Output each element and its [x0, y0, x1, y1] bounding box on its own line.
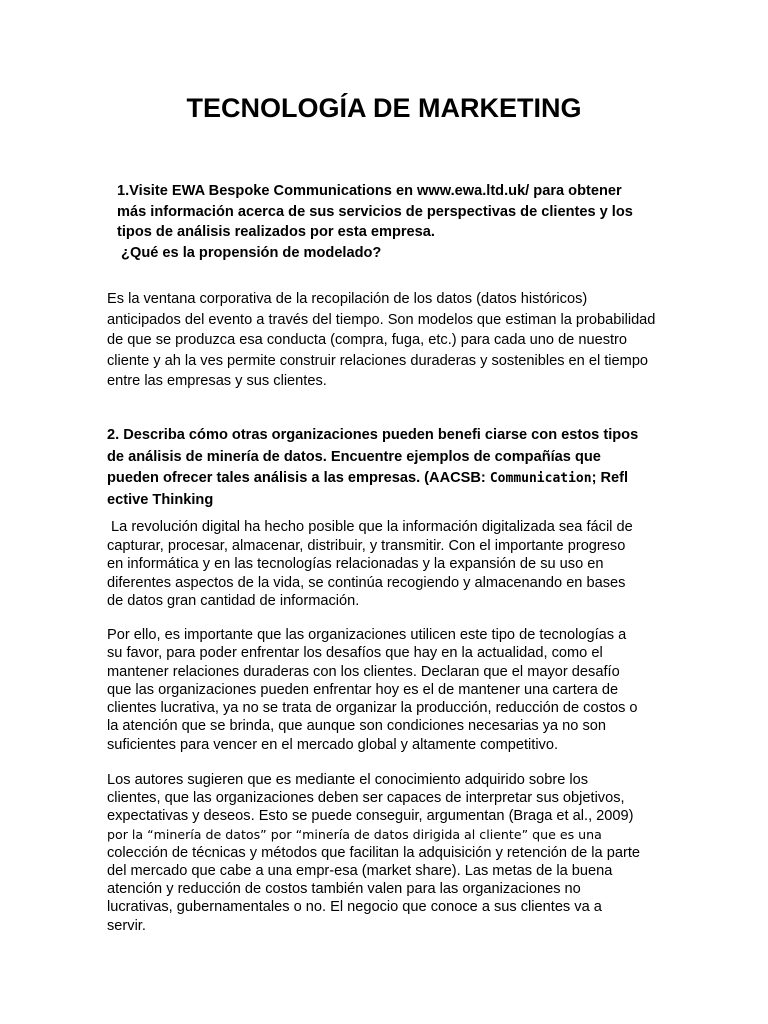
paragraph-4-line: del mercado que cabe a una empr-esa (market share). Las metas de la buena: [107, 863, 613, 880]
question-1-line: ¿Qué es la propensión de modelado?: [117, 244, 382, 261]
question-2-text: pueden ofrecer tales análisis a las empresas. (AACSB:: [107, 470, 490, 486]
question-2-line: ective Thinking: [107, 491, 214, 508]
question-2-tail: ; Refl: [591, 470, 629, 486]
paragraph-4-line: atención y reducción de costos también valen para las organizaciones no: [107, 881, 581, 898]
answer-1-line: Es la ventana corporativa de la recopilación de los datos (datos históricos): [107, 291, 588, 307]
paragraph-3-line: la atención que se brinda, que aunque son condiciones necesarias ya no son: [107, 718, 606, 735]
paragraph-3-line: mantener relaciones duraderas con los clientes. Declaran que el mayor desafío: [107, 663, 620, 680]
question-1-line: más información acerca de sus servicios de perspectivas de clientes y los: [117, 203, 633, 220]
question-2-line: [107, 468, 638, 490]
question-2-line: de análisis de minería de datos. Encuentre ejemplos de compañías que: [107, 448, 601, 465]
paragraph-4: [107, 771, 640, 935]
paragraph-3: [107, 626, 638, 754]
answer-1-line: entre las empresas y sus clientes.: [107, 373, 327, 389]
paragraph-2: [107, 518, 633, 611]
question-2-line: 2. Describa cómo otras organizaciones pueden benefi ciarse con estos tipos: [107, 427, 639, 443]
answer-1-line: cliente y ah la ves permite construir relaciones duraderas y sostenibles en el tiempo: [107, 352, 649, 369]
paragraph-4-line: clientes, que las organizaciones deben ser capaces de interpretar sus objetivos,: [107, 790, 625, 807]
paragraph-2-line: diferentes aspectos de la vida, se continúa recogiendo y almacenando en bases: [107, 574, 626, 591]
paragraph-2-line: de datos gran cantidad de información.: [107, 593, 360, 609]
paragraph-3-line: clientes lucrativa, ya no se trata de organizar la producción, reducción de costos o: [107, 700, 638, 717]
document-title: TECNOLOGÍA DE MARKETING: [186, 93, 582, 123]
paragraph-2-line: capturar, procesar, almacenar, distribuir, y transmitir. Con el importante progreso: [107, 537, 626, 554]
question-2: [107, 425, 638, 511]
question-1-line: 1.Visite EWA Bespoke Communications en www.ewa.ltd.uk/ para obtener: [117, 183, 622, 199]
answer-1-line: de que se produzca esa conducta (compra, fuga, etc.) para cada uno de nuestro: [107, 332, 628, 348]
question-1: [117, 181, 633, 263]
paragraph-2-line: La revolución digital ha hecho posible que la información digitalizada sea fácil de: [107, 519, 633, 535]
paragraph-3-line: que las organizaciones pueden enfrentar hoy es el de mantener una cartera de: [107, 681, 619, 698]
paragraph-4-line: servir.: [107, 917, 146, 934]
paragraph-3-line: suficientes para vencer en el mercado global y altamente competitivo.: [107, 736, 559, 753]
paragraph-4-line: expectativas y deseos. Esto se puede conseguir, argumentan (Braga et al., 2009): [107, 808, 634, 825]
question-2-mono-text: Communication: [489, 471, 592, 486]
paragraph-4-line: Los autores sugieren que es mediante el conocimiento adquirido sobre los: [107, 772, 589, 788]
question-1-line: tipos de análisis realizados por esta empresa.: [117, 224, 435, 240]
paragraph-3-line: Por ello, es importante que las organizaciones utilicen este tipo de tecnologías a: [107, 627, 627, 643]
paragraph-3-line: su favor, para poder enfrentar los desafíos que hay en la actualidad, como el: [107, 645, 603, 662]
answer-1-line: anticipados del evento a través del tiempo. Son modelos que estiman la probabilidad: [107, 311, 656, 328]
paragraph-2-line: en informática y en las tecnologías relacionadas y la expansión de su uso en: [107, 556, 604, 572]
answer-1-paragraph: [107, 289, 655, 392]
paragraph-4-line: colección de técnicas y métodos que facilitan la adquisición y retención de la parte: [107, 844, 640, 861]
paragraph-4-line: lucrativas, gubernamentales o no. El negocio que conoce a sus clientes va a: [107, 899, 602, 916]
paragraph-4-mono-line: por la “minería de datos” por “minería de datos dirigida al cliente” que es una: [107, 826, 602, 842]
